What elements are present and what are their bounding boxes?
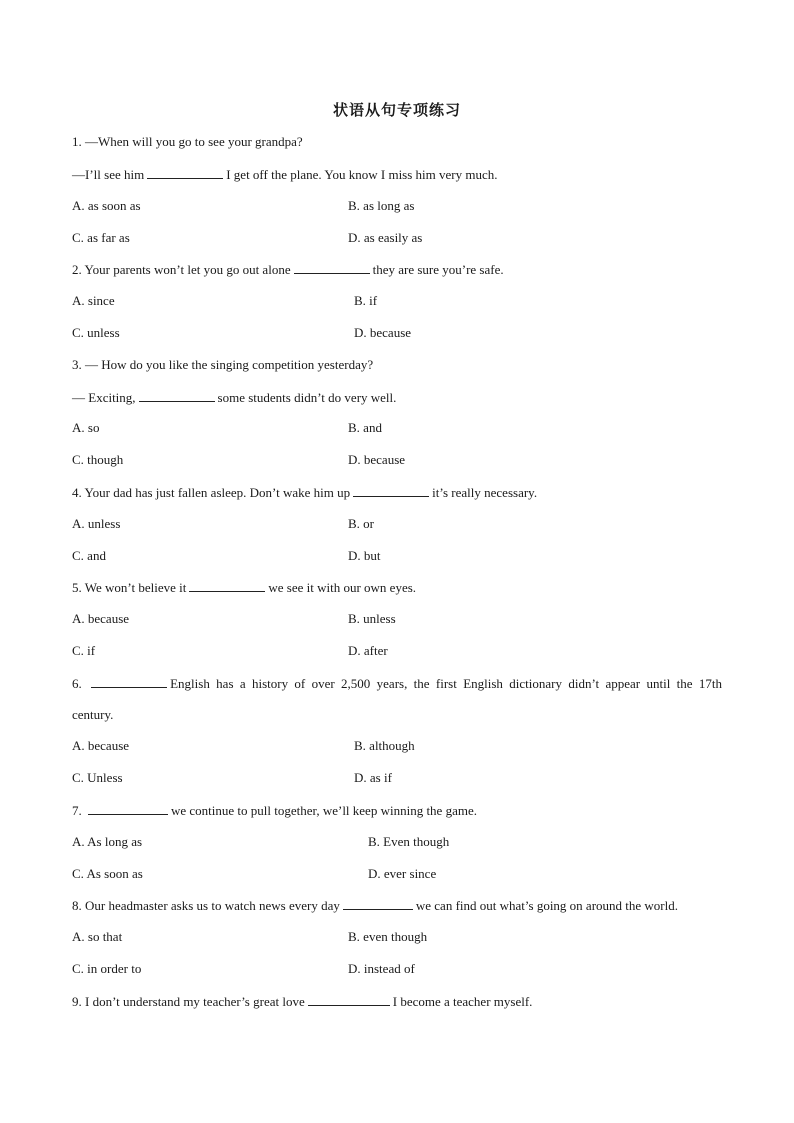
question-2-option-b[interactable]: B. if bbox=[354, 293, 378, 308]
question-5-option-c[interactable]: C. if bbox=[72, 643, 96, 658]
answer-blank[interactable] bbox=[189, 579, 265, 592]
question-1-option-a[interactable]: A. as soon as bbox=[72, 198, 141, 213]
question-8-option-b[interactable]: B. even though bbox=[348, 929, 428, 944]
question-5-option-b[interactable]: B. unless bbox=[348, 611, 396, 626]
question-6-option-b[interactable]: B. although bbox=[354, 738, 415, 753]
question-2-option-d[interactable]: D. because bbox=[354, 325, 412, 340]
question-1-line-2: —I’ll see him I get off the plane. You know I miss him very much. bbox=[72, 167, 498, 182]
question-6-option-c[interactable]: C. Unless bbox=[72, 770, 123, 785]
question-1-option-d[interactable]: D. as easily as bbox=[348, 230, 423, 245]
question-5-option-d[interactable]: D. after bbox=[348, 643, 388, 658]
question-4-option-d[interactable]: D. but bbox=[348, 548, 381, 563]
question-1-option-c[interactable]: C. as far as bbox=[72, 230, 130, 245]
question-8-option-a[interactable]: A. so that bbox=[72, 929, 123, 944]
question-3-option-d[interactable]: D. because bbox=[348, 452, 406, 467]
question-5-option-a[interactable]: A. because bbox=[72, 611, 130, 626]
answer-blank[interactable] bbox=[353, 484, 429, 497]
question-5-stem: 5. We won’t believe it we see it with our own eyes. bbox=[72, 580, 417, 595]
question-4-option-a[interactable]: A. unless bbox=[72, 516, 121, 531]
question-4-option-b[interactable]: B. or bbox=[348, 516, 374, 531]
question-1-stem: 1. —When will you go to see your grandpa? bbox=[72, 134, 303, 149]
answer-blank[interactable] bbox=[343, 897, 413, 910]
answer-blank[interactable] bbox=[308, 993, 390, 1006]
question-1-option-b[interactable]: B. as long as bbox=[348, 198, 415, 213]
page-title: 状语从句专项练习 bbox=[332, 101, 461, 119]
question-2-option-c[interactable]: C. unless bbox=[72, 325, 120, 340]
question-6-option-a[interactable]: A. because bbox=[72, 738, 130, 753]
question-3-option-b[interactable]: B. and bbox=[348, 420, 382, 435]
question-3-option-a[interactable]: A. so bbox=[72, 420, 100, 435]
question-7-option-a[interactable]: A. As long as bbox=[72, 834, 143, 849]
question-6-line-2: century. bbox=[72, 707, 114, 722]
question-3-option-c[interactable]: C. though bbox=[72, 452, 124, 467]
answer-blank[interactable] bbox=[139, 389, 215, 402]
question-7-option-d[interactable]: D. ever since bbox=[368, 866, 437, 881]
question-7-option-c[interactable]: C. As soon as bbox=[72, 866, 143, 881]
answer-blank[interactable] bbox=[91, 675, 167, 688]
question-7-option-b[interactable]: B. Even though bbox=[368, 834, 450, 849]
question-4-stem: 4. Your dad has just fallen asleep. Don’t wake him up it’s really necessary. bbox=[72, 485, 538, 500]
question-9-stem: 9. I don’t understand my teacher’s great love I become a teacher myself. bbox=[72, 994, 533, 1009]
answer-blank[interactable] bbox=[88, 802, 168, 815]
answer-blank[interactable] bbox=[294, 261, 370, 274]
question-4-option-c[interactable]: C. and bbox=[72, 548, 106, 563]
question-7-stem: 7. we continue to pull together, we’ll keep winning the game. bbox=[72, 803, 477, 818]
answer-blank[interactable] bbox=[147, 166, 223, 179]
question-6-stem: 6. English has a history of over 2,500 years, the first English dictionary didn’t appear until the 17th bbox=[72, 676, 723, 691]
question-3-stem: 3. — How do you like the singing competition yesterday? bbox=[72, 357, 374, 372]
question-8-option-c[interactable]: C. in order to bbox=[72, 961, 142, 976]
question-8-stem: 8. Our headmaster asks us to watch news every day we can find out what’s going on around the world. bbox=[72, 898, 678, 913]
question-2-stem: 2. Your parents won’t let you go out alone they are sure you’re safe. bbox=[72, 262, 504, 277]
question-2-option-a[interactable]: A. since bbox=[72, 293, 115, 308]
question-8-option-d[interactable]: D. instead of bbox=[348, 961, 415, 976]
question-3-line-2: — Exciting, some students didn’t do very well. bbox=[72, 390, 397, 405]
question-6-option-d[interactable]: D. as if bbox=[354, 770, 392, 785]
